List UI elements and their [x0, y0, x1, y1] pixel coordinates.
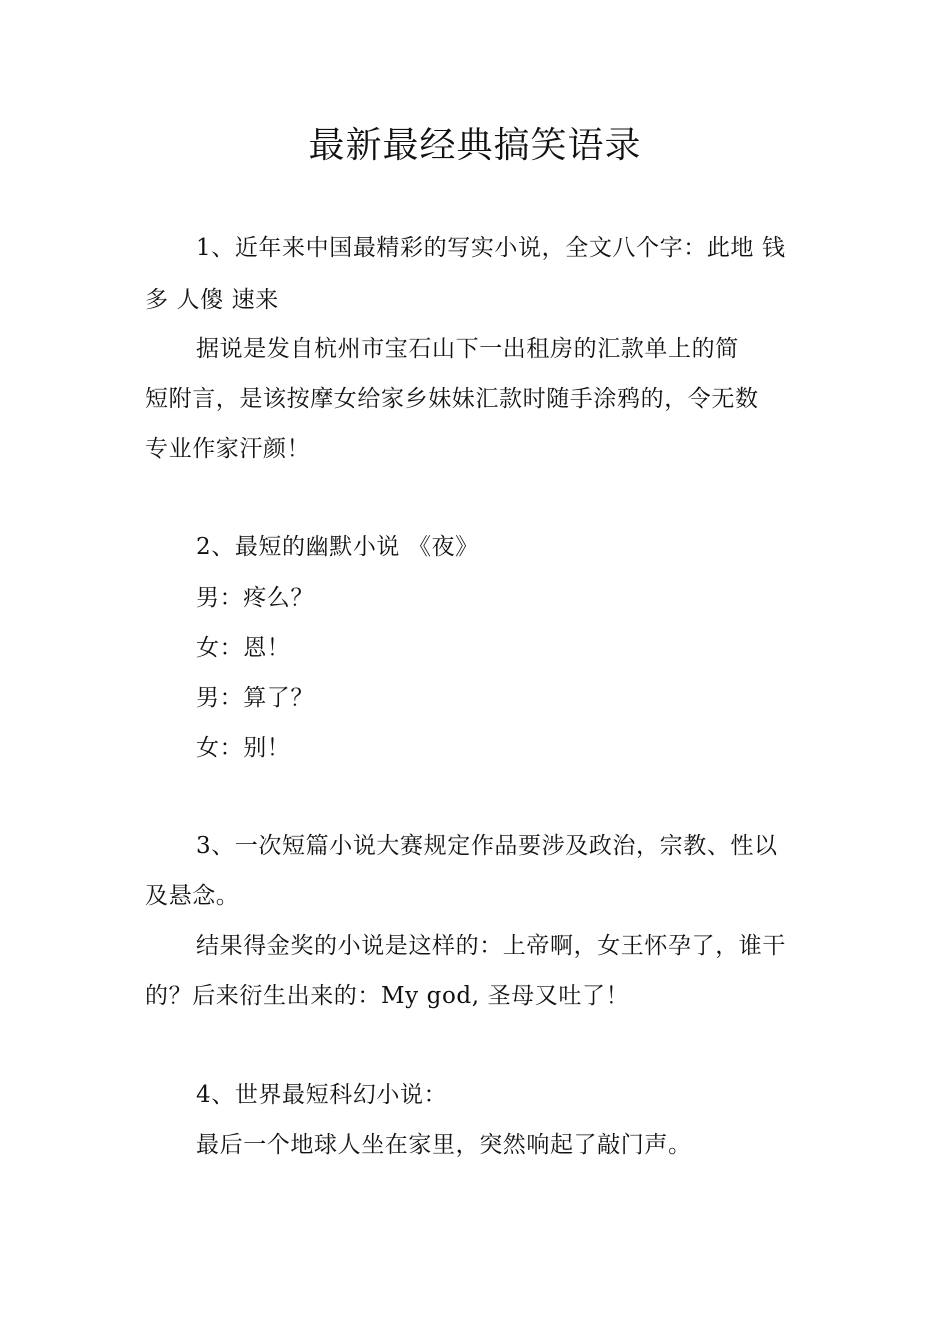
item-3-line-3: 结果得金奖的小说是这样的：上帝啊，女王怀孕了，谁干 — [196, 933, 786, 959]
item-3-line-1: 3、一次短篇小说大赛规定作品要涉及政治，宗教、性以 — [196, 833, 778, 859]
item-1-line-4: 短附言，是该按摩女给家乡妹妹汇款时随手涂鸦的，令无数 — [145, 386, 759, 412]
item-2-line-3: 女：恩！ — [196, 635, 291, 661]
item-1-line-3: 据说是发自杭州市宝石山下一出租房的汇款单上的简 — [196, 336, 739, 362]
item-3-line-2: 及悬念。 — [145, 883, 240, 909]
item-2-line-5: 女：别！ — [196, 735, 291, 761]
item-3-line-4: 的？后来衍生出来的：My god, 圣母又吐了！ — [145, 983, 630, 1009]
item-2-line-2: 男：疼么？ — [196, 585, 314, 611]
item-4-line-1: 4、世界最短科幻小说： — [196, 1082, 448, 1108]
item-1-line-1: 1、近年来中国最精彩的写实小说，全文八个字：此地 钱 — [196, 235, 786, 261]
item-4-line-2: 最后一个地球人坐在家里，突然响起了敲门声。 — [196, 1132, 692, 1158]
item-1-line-5: 专业作家汗颜！ — [145, 436, 311, 462]
item-2-line-4: 男：算了？ — [196, 685, 314, 711]
item-2-line-1: 2、最短的幽默小说 《夜》 — [196, 534, 479, 560]
item-1-line-2: 多 人傻 速来 — [145, 287, 279, 313]
page-title: 最新最经典搞笑语录 — [308, 125, 642, 166]
